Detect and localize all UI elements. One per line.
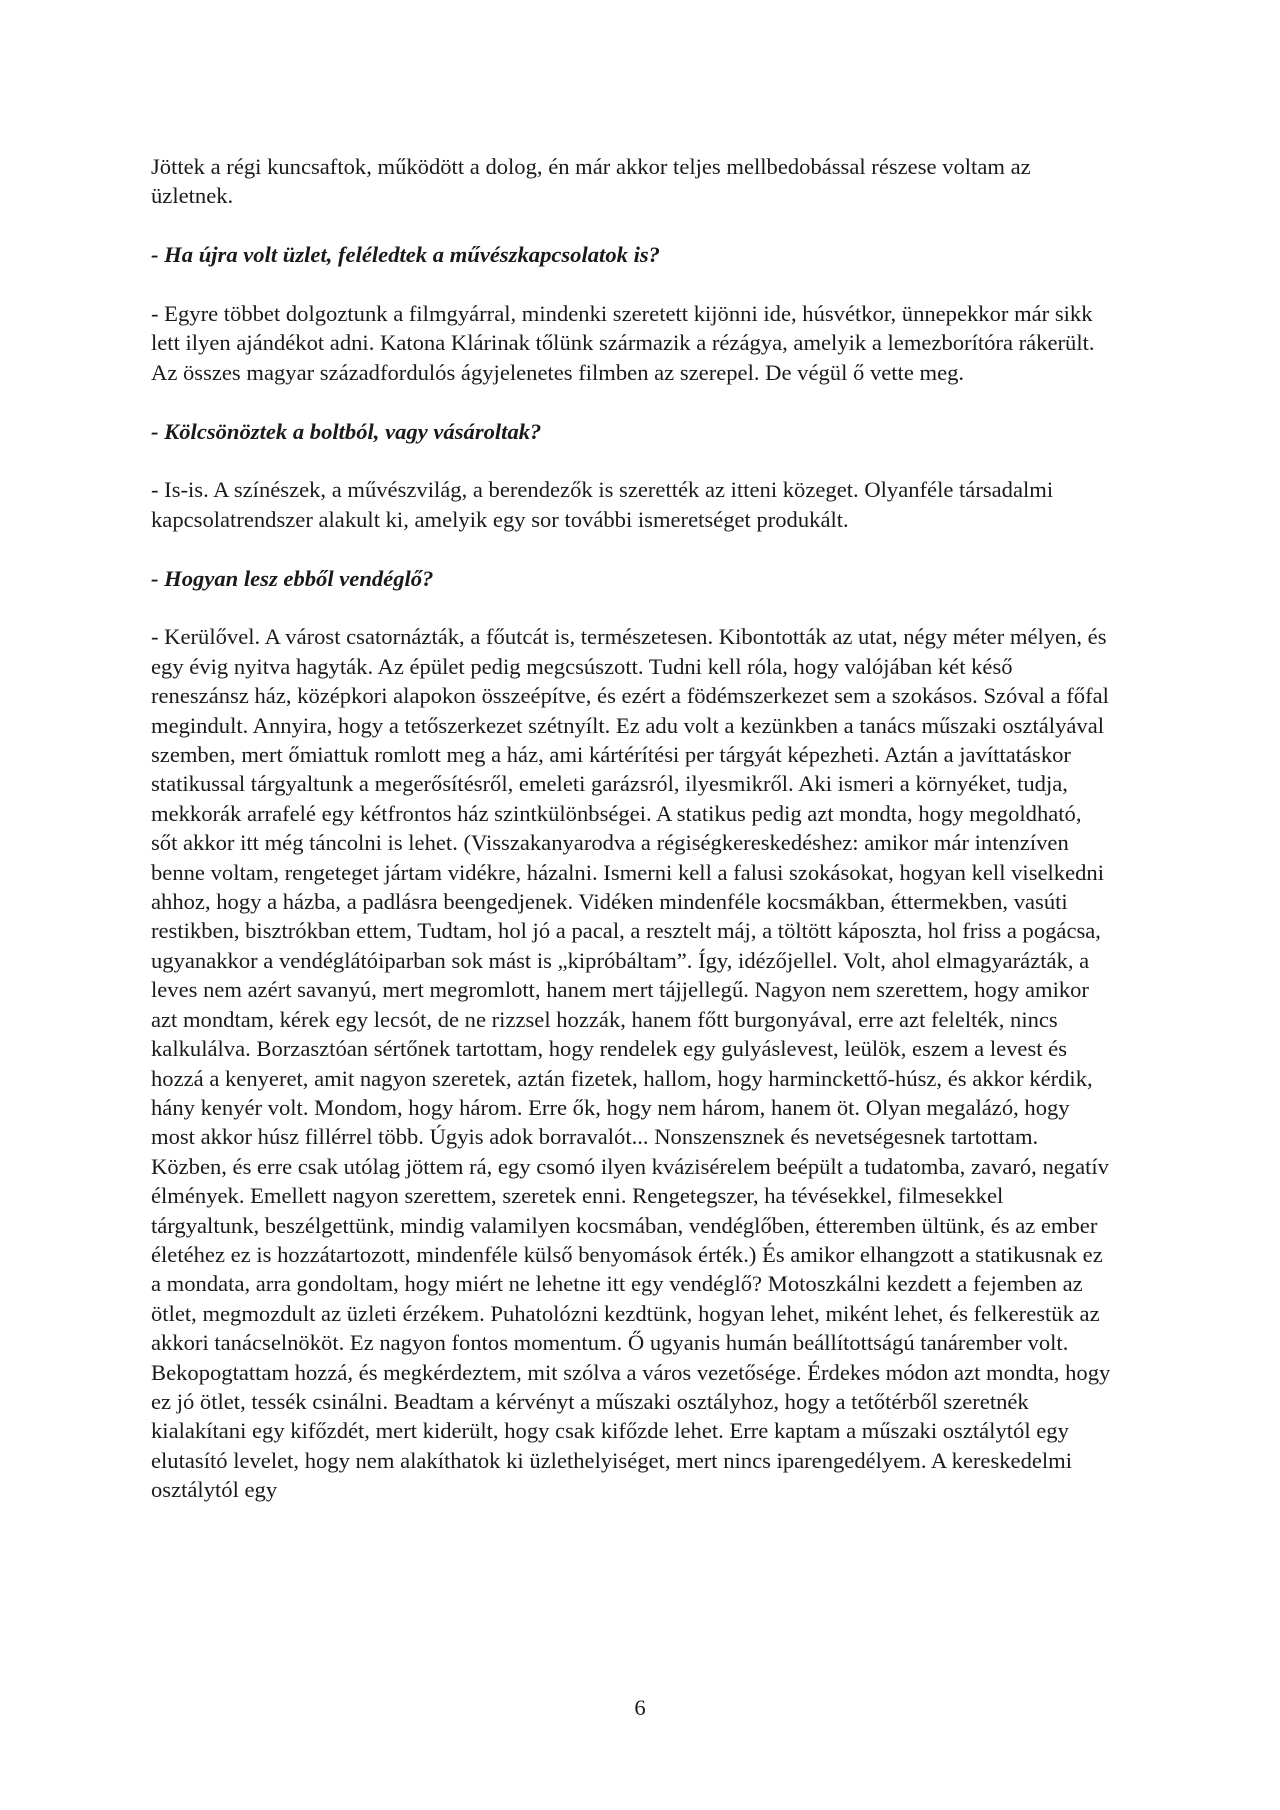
page-body [151,152,1111,1505]
page-number: 6 [634,1695,646,1720]
interview-question: - Hogyan lesz ebből vendéglő? [151,565,434,591]
answer-paragraph: - Egyre többet dolgoztunk a filmgyárral, mindenki szeretett kijönni ide, húsvétkor, ünnepekkor már sikk lett ilyen ajándékot adni. Katona Klárinak tőlünk származik a rézágya, amelyik a lemezborítóra rákerült. Az összes magyar századfordulós ágyjelenetes filmben az szerepel. De végül ő vette meg. [151,301,1095,385]
interview-question: - Ha újra volt üzlet, feléledtek a művészkapcsolatok is? [151,242,660,268]
answer-paragraph: Jöttek a régi kuncsaftok, működött a dolog, én már akkor teljes mellbedobással részese voltam az üzletnek. [151,154,1031,209]
answer-paragraph: - Is-is. A színészek, a művészvilág, a berendezők is szerették az itteni közeget. Olyanféle társadalmi kapcsolatrendszer alakult ki, amelyik egy sor további ismeretséget produkált. [151,477,1054,532]
answer-paragraph: - Kerülővel. A várost csatornázták, a főutcát is, természetesen. Kibontották az utat, négy méter mélyen, és egy évig nyitva hagyták. Az épület pedig megcsúszott. Tudni kell róla, hogy valójában két késő reneszánsz ház, középkori alapokon összeépítve, és ezért a födémszerkezet sem a szokásos. Szóval a főfal megindult. Annyira, hogy a tetőszerkezet szétnyílt. Ez adu volt a kezünkben a tanács műszaki osztályával szemben, mert őmiattuk romlott meg a ház, ami kártérítési per tárgyát képezheti. Aztán a javíttatáskor statikussal tárgyaltunk a megerősítésről, emeleti garázsról, ilyesmikről. Aki ismeri a környéket, tudja, mekkorák arrafelé egy kétfrontos ház szintkülönbségei. A statikus pedig azt mondta, hogy megoldható, sőt akkor itt még táncolni is lehet. (Visszakanyarodva a régiségkereskedéshez: amikor már intenzíven benne voltam, rengeteget jártam vidékre, házalni. Ismerni kell a falusi szokásokat, hogyan kell viselkedni ahhoz, hogy a házba, a padlásra beengedjenek. Vidéken mindenféle kocsmákban, éttermekben, vasúti restikben, bisztrókban ettem, Tudtam, hol jó a pacal, a resztelt máj, a töltött káposzta, hol friss a pogácsa, ugyanakkor a vendéglátóiparban sok mást is „kipróbáltam”. Így, idézőjellel. Volt, ahol elmagyarázták, a leves nem azért savanyú, mert megromlott, hanem mert tájjellegű. Nagyon nem szerettem, hogy amikor azt mondtam, kérek egy lecsót, de ne rizzsel hozzák, hanem főtt burgonyával, erre azt felelték, nincs kalkulálva. Borzasztóan sértőnek tartottam, hogy rendelek egy gulyáslevest, leülök, eszem a levest és hozzá a kenyeret, amit nagyon szeretek, aztán fizetek, hallom, hogy harminckettő-húsz, és akkor kérdik, hány kenyér volt. Mondom, hogy három. Erre ők, hogy nem három, hanem öt. Olyan megalázó, hogy most akkor húsz fillérrel több. Úgyis adok borravalót... Nonszensznek és nevetségesnek tartottam. Közben, és erre csak utólag jöttem rá, egy csomó ilyen kvázisérelem beépült a tudatomba, zavaró, negatív élmények. Emellett nagyon szerettem, szeretek enni. Rengetegszer, ha tévésekkel, filmesekkel tárgyaltunk, beszélgettünk, mindig valamilyen kocsmában, vendéglőben, étteremben ültünk, és az ember életéhez ez is hozzátartozott, mindenféle külső benyomások érték.) És amikor elhangzott a statikusnak ez a mondata, arra gondoltam, hogy miért ne lehetne itt egy vendéglő? Motoszkálni kezdett a fejemben az ötlet, megmozdult az üzleti érzékem. Puhatolózni kezdtünk, hogyan lehet, miként lehet, és felkerestük az akkori tanácselnököt. Ez nagyon fontos momentum. Ő ugyanis humán beállítottságú tanárember volt. Bekopogtattam hozzá, és megkérdeztem, mit szólva a város vezetősége. Érdekes módon azt mondta, hogy ez jó ötlet, tessék csinálni. Beadtam a kérvényt a műszaki osztályhoz, hogy a tetőtérből szeretnék kialakítani egy kifőzdét, mert kiderült, hogy csak kifőzde lehet. Erre kaptam a műszaki osztálytól egy elutasító levelet, hogy nem alakíthatok ki üzlethelyiséget, mert nincs iparengedélyem. A kereskedelmi osztálytól egy [151,624,1111,1503]
interview-question: - Kölcsönöztek a boltból, vagy vásároltak? [151,418,542,444]
